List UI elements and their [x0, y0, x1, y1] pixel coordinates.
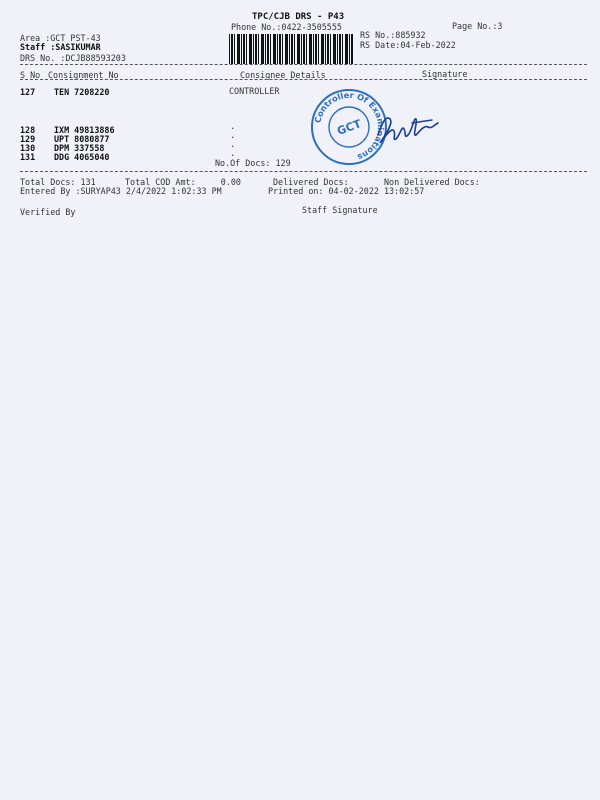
column-header-consignee: Consignee Details: [240, 70, 326, 80]
total-cod-amount: Total COD Amt: 0.00: [125, 177, 241, 187]
bullet-dot: .: [230, 122, 236, 132]
non-delivered-docs: Non Delivered Docs:: [384, 177, 480, 187]
bullet-dot: .: [230, 140, 236, 150]
table-row-consignment: TEN 7208220: [54, 87, 110, 97]
document-title: TPC/CJB DRS - P43: [252, 12, 345, 22]
table-row-sno: 127: [20, 87, 36, 97]
column-header-consignment: Consignment No: [48, 70, 119, 80]
table-row-sno: 130: [20, 143, 36, 153]
staff-signature: Staff Signature: [302, 205, 378, 215]
area-label: Area :GCT PST-43: [20, 33, 101, 43]
page-number: Page No.:3: [452, 21, 503, 31]
stamp-outer-text: Controller Of Examinations: [312, 89, 387, 163]
column-header-sno: S No: [20, 70, 41, 80]
divider: [20, 171, 587, 172]
staff-label: Staff :SASIKUMAR: [20, 42, 101, 52]
table-row-consignment: UPT 8080877: [54, 134, 110, 144]
total-docs: Total Docs: 131: [20, 177, 96, 187]
entered-by: Entered By :SURYAP43 2/4/2022 1:02:33 PM: [20, 186, 222, 196]
table-row-consignment: IXM 49813886: [54, 125, 115, 135]
table-row-consignee: CONTROLLER: [229, 86, 280, 96]
phone-number: Phone No.:0422-3505555: [231, 22, 342, 32]
delivered-docs: Delivered Docs:: [273, 177, 349, 187]
divider: [20, 64, 587, 65]
drs-number: DRS No. :DCJB88593203: [20, 53, 126, 63]
printed-on: Printed on: 04-02-2022 13:02:57: [268, 186, 425, 196]
bullet-dot: .: [230, 149, 236, 159]
rs-number: RS No.:885932: [360, 30, 426, 40]
handwritten-signature-icon: [372, 105, 442, 150]
column-header-signature: Signature: [422, 69, 468, 79]
bullet-dot: .: [230, 131, 236, 141]
table-row-consignment: DDG 4065040: [54, 152, 110, 162]
barcode: [229, 34, 353, 64]
stamp-center-text: GCT: [335, 117, 363, 138]
table-row-sno: 128: [20, 125, 36, 135]
rs-date: RS Date:04-Feb-2022: [360, 40, 456, 50]
verified-by: Verified By: [20, 207, 76, 217]
divider: [20, 79, 587, 80]
no-of-docs: No.Of Docs: 129: [215, 158, 291, 168]
table-row-sno: 131: [20, 152, 36, 162]
table-row-sno: 129: [20, 134, 36, 144]
table-row-consignment: DPM 337558: [54, 143, 105, 153]
